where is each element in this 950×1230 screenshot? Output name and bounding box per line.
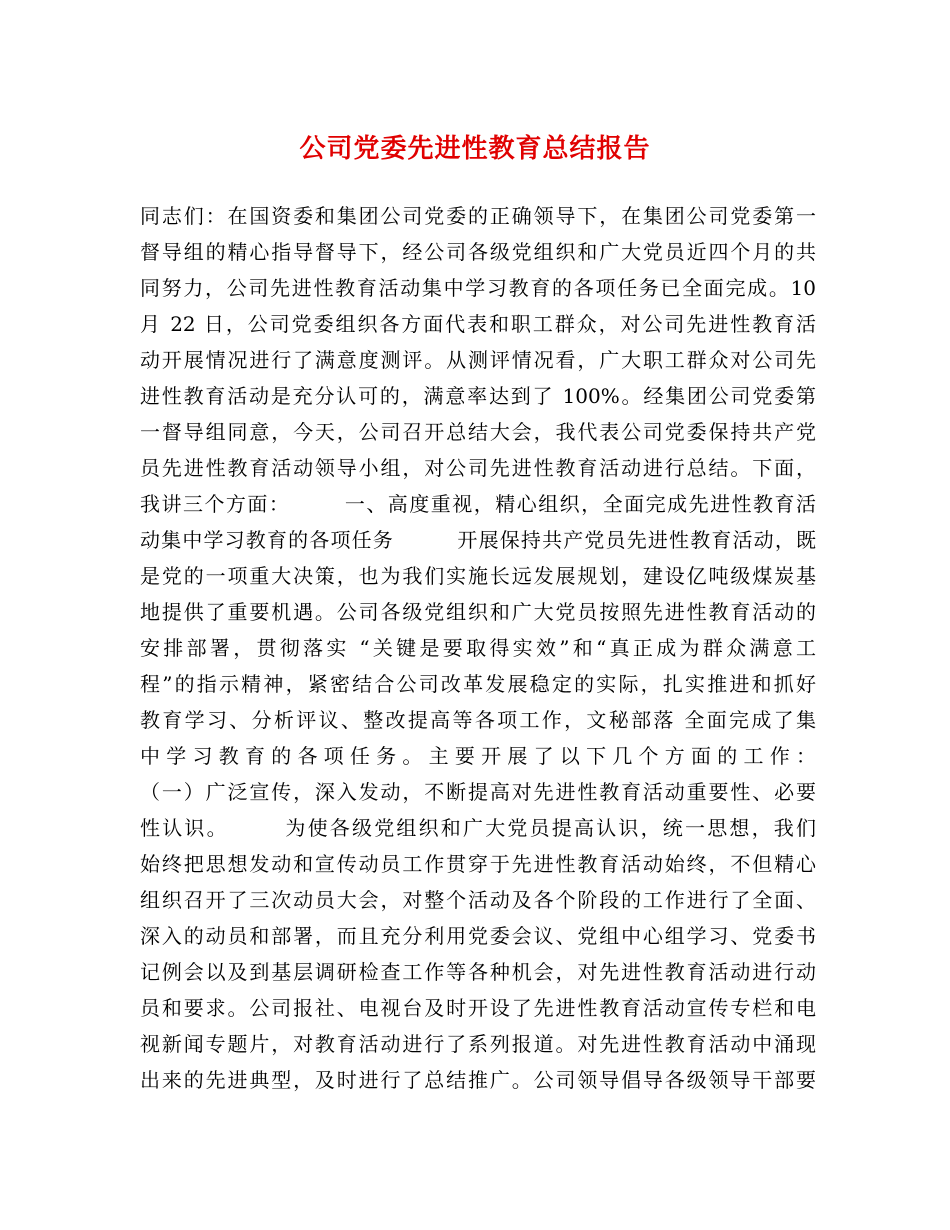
document-title: 公司党委先进性教育总结报告	[299, 134, 651, 164]
body-line: 组织召开了三次动员大会，对整个活动及各个阶段的工作进行了全面、	[140, 888, 816, 912]
body-line: 始终把思想发动和宣传动员工作贯穿于先进性教育活动始终，不但精心	[140, 852, 816, 876]
body-line: 同志们：在国资委和集团公司党委的正确领导下，在集团公司党委第一	[140, 204, 816, 228]
body-line: 安排部署，贯彻落实 “关键是要取得实效”和“真正成为群众满意工	[140, 636, 816, 660]
body-line: 员先进性教育活动领导小组，对公司先进性教育活动进行总结。下面，	[140, 456, 816, 480]
body-line: 督导组的精心指导督导下，经公司各级党组织和广大党员近四个月的共	[140, 240, 816, 264]
body-line: 地提供了重要机遇。公司各级党组织和广大党员按照先进性教育活动的	[140, 600, 816, 624]
body-line: 记例会以及到基层调研检查工作等各种机会，对先进性教育活动进行动	[140, 960, 816, 984]
body-line: 教育学习、分析评议、整改提高等各项工作，文秘部落 全面完成了集	[140, 708, 816, 732]
body-line: 视新闻专题片，对教育活动进行了系列报道。对先进性教育活动中涌现	[140, 1032, 816, 1056]
body-line: 程”的指示精神，紧密结合公司改革发展稳定的实际，扎实推进和抓好	[140, 672, 816, 696]
body-line: 出来的先进典型，及时进行了总结推广。公司领导倡导各级领导干部要	[140, 1068, 816, 1092]
body-line: 进性教育活动是充分认可的，满意率达到了 100%。经集团公司党委第	[140, 384, 816, 408]
body-line: 一督导组同意，今天，公司召开总结大会，我代表公司党委保持共产党	[140, 420, 816, 444]
body-line: 动集中学习教育的各项任务 开展保持共产党员先进性教育活动，既	[140, 528, 816, 552]
body-line: 员和要求。公司报社、电视台及时开设了先进性教育活动宣传专栏和电	[140, 996, 816, 1020]
body-line: 月 22 日，公司党委组织各方面代表和职工群众，对公司先进性教育活	[140, 312, 816, 336]
body-line: 中学习教育的各项任务。主要开展了以下几个方面的工作：	[140, 744, 816, 768]
body-line: 是党的一项重大决策，也为我们实施长远发展规划，建设亿吨级煤炭基	[140, 564, 816, 588]
body-line: 性认识。 为使各级党组织和广大党员提高认识，统一思想，我们	[140, 816, 816, 840]
body-line: 同努力，公司先进性教育活动集中学习教育的各项任务已全面完成。10	[140, 276, 816, 300]
document-body	[140, 198, 816, 1098]
body-line: 深入的动员和部署，而且充分利用党委会议、党组中心组学习、党委书	[140, 924, 816, 948]
body-line: 动开展情况进行了满意度测评。从测评情况看，广大职工群众对公司先	[140, 348, 816, 372]
body-line: 我讲三个方面： 一、高度重视，精心组织，全面完成先进性教育活	[140, 492, 816, 516]
body-line: （一）广泛宣传，深入发动，不断提高对先进性教育活动重要性、必要	[140, 780, 816, 804]
